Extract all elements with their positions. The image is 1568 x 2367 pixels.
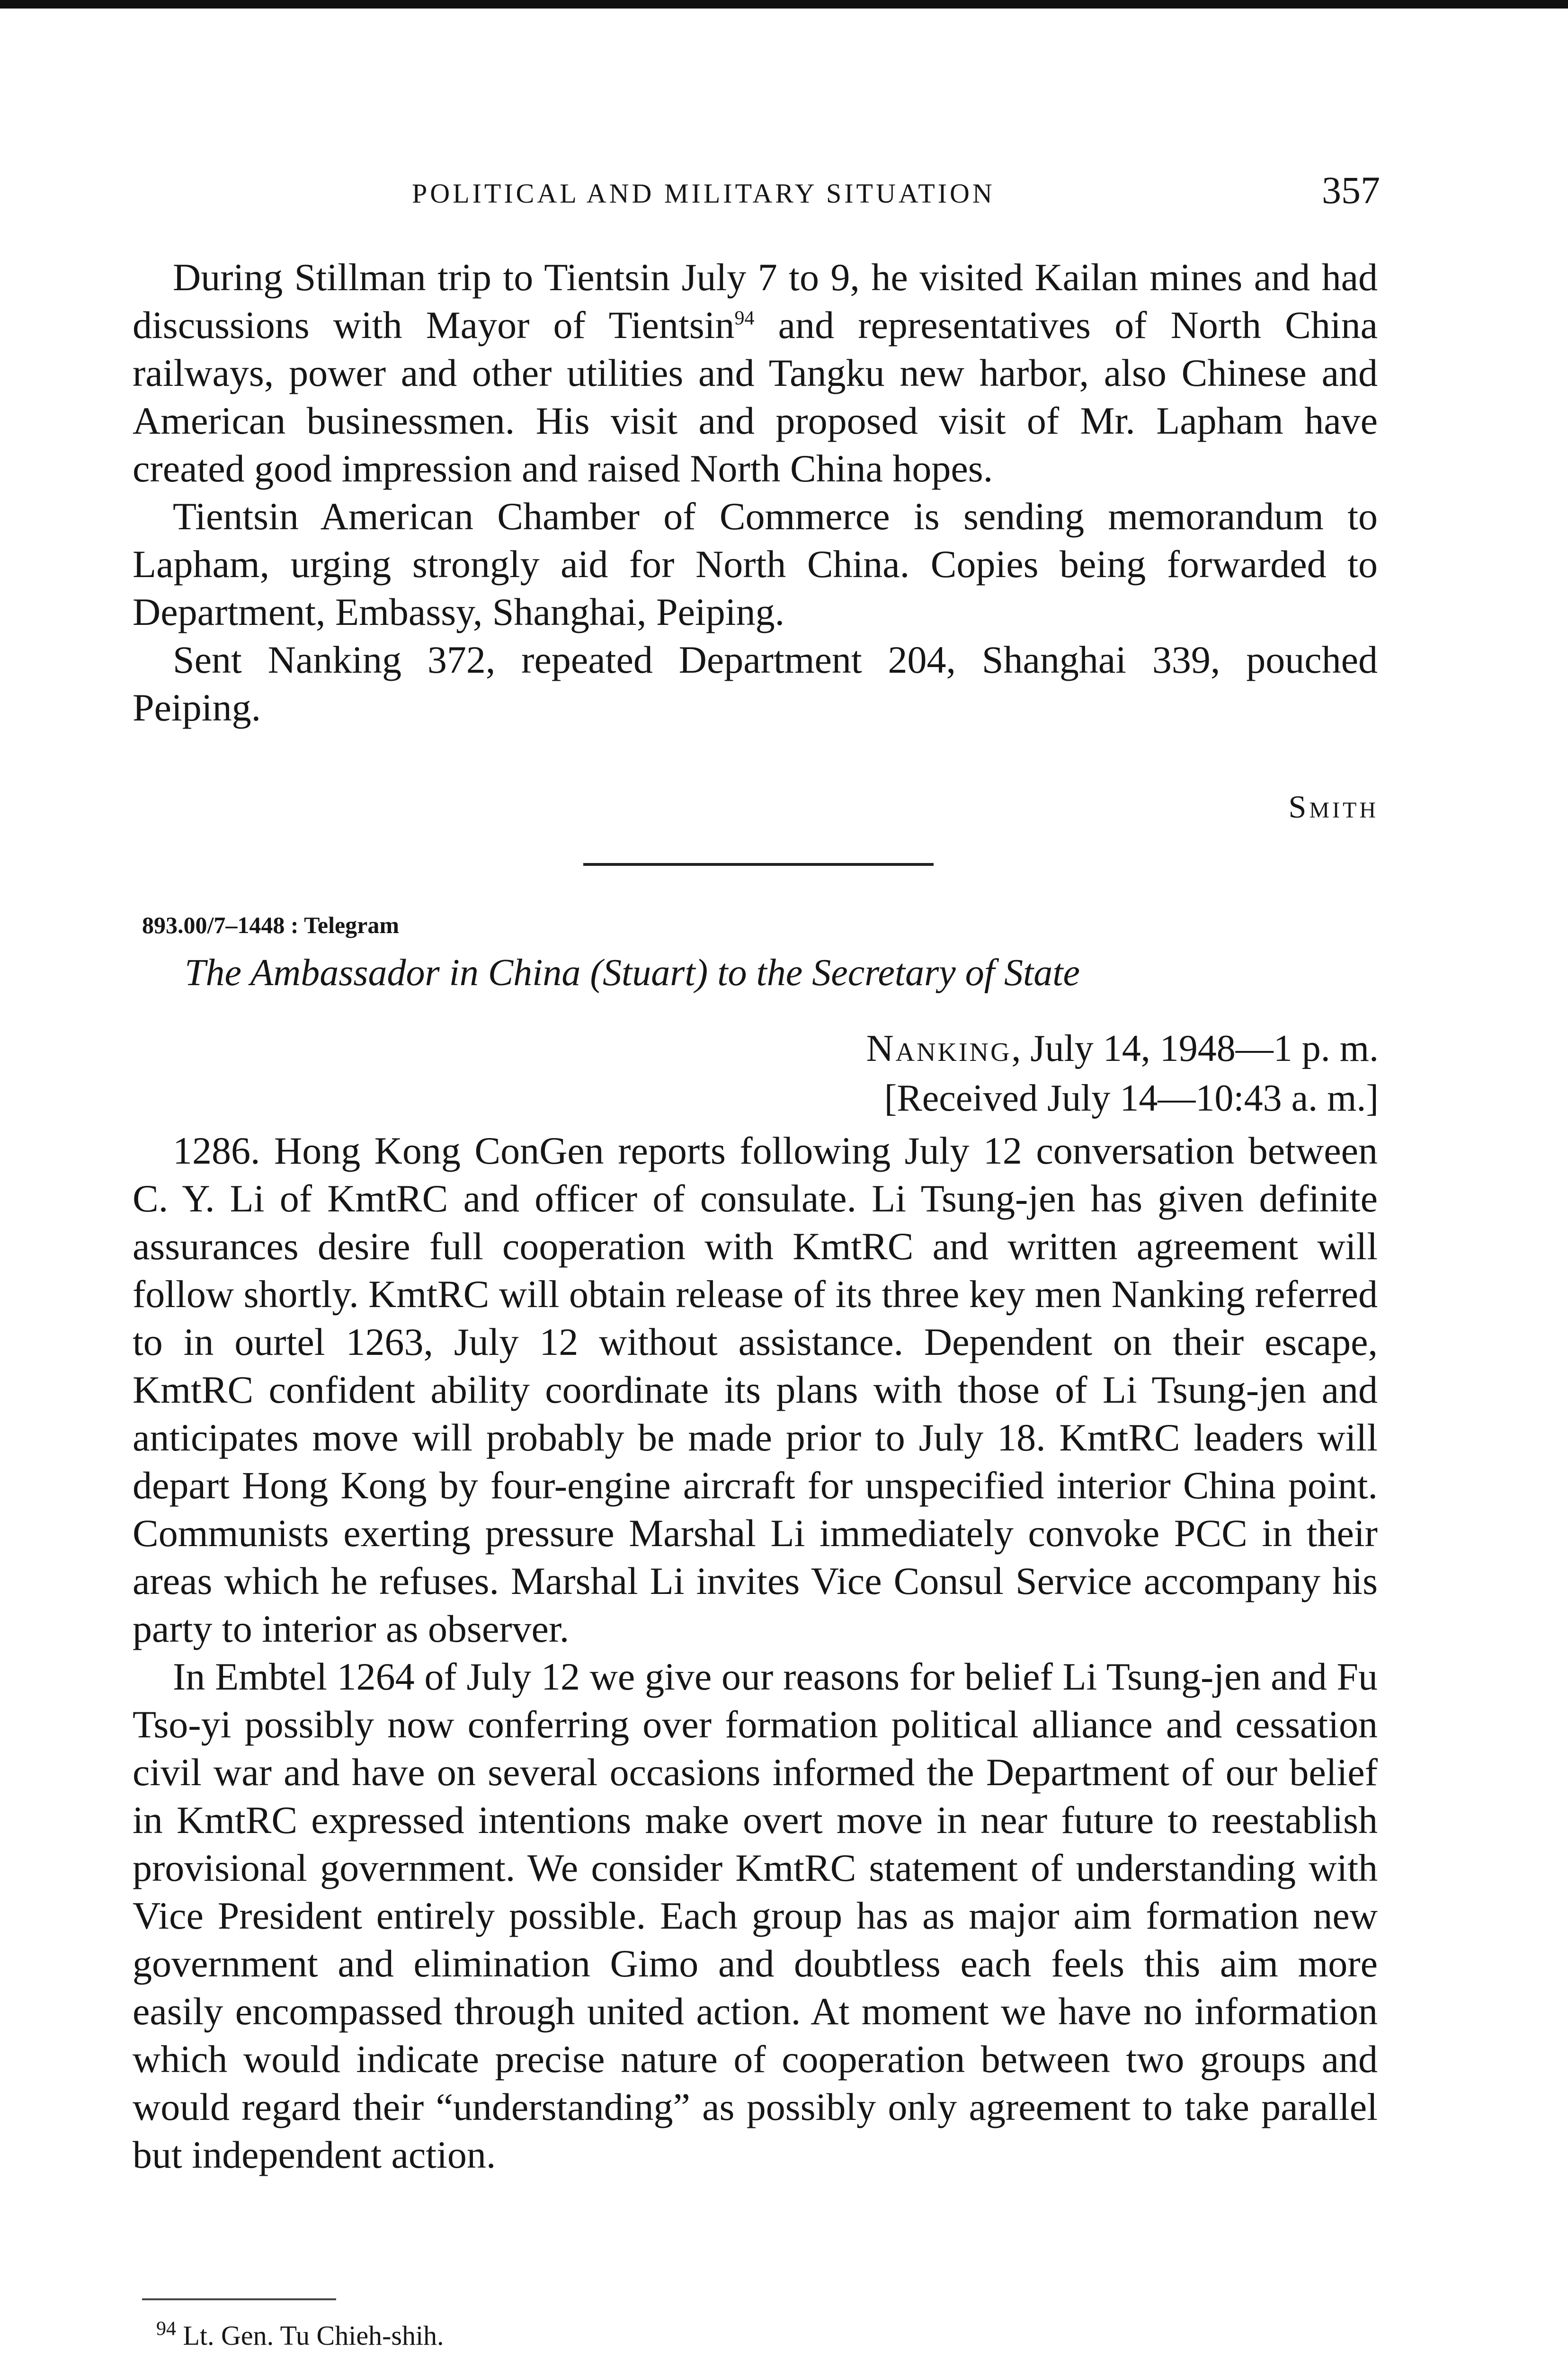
- signature: Smith: [1288, 789, 1379, 825]
- paragraph-text: During Stillman trip to Tientsin July 7 to 9, he visited Kailan mines and had discussions with Mayor of Tientsin: [133, 256, 1378, 347]
- footnote-marker: 94: [156, 2318, 176, 2340]
- paragraph: 1286. Hong Kong ConGen reports following July 12 conversation between C. Y. Li of KmtRC and officer of consulate. Li Tsung-jen has given definite assurances desire full cooperation with KmtRC and written agreement will follow shortly. KmtRC will obtain release of its three key men Nanking referred to in ourtel 1263, July 12 without assistance. Dependent on their escape, KmtRC confident ability coordinate its plans with those of Li Tsung-jen and anticipates move will probably be made prior to July 18. KmtRC leaders will depart Hong Kong by four-engine aircraft for unspecified interior China point. Communists exerting pressure Marshal Li immediately convoke PCC in their areas which he refuses. Marshal Li invites Vice Consul Service accompany his party to interior as observer.: [133, 1129, 1378, 1650]
- paragraph: In Embtel 1264 of July 12 we give our reasons for belief Li Tsung-jen and Fu Tso-yi possibly now conferring over formation political alliance and cessation civil war and have on several occasions informed the Department of our belief in KmtRC expressed intentions make overt move in near future to reestablish provisional government. We consider KmtRC statement of understanding with Vice President entirely possible. Each group has as major aim formation new government and elimination Gimo and doubtless each feels this aim more easily encompassed through united action. At moment we have no information which would indicate precise nature of cooperation between two groups and would regard their “understanding” as possibly only agreement to take parallel but independent action.: [133, 1655, 1378, 2176]
- page-number: 357: [1322, 169, 1380, 212]
- received-line: [Received July 14—10:43 a. m.]: [884, 1077, 1379, 1119]
- paragraph: [133, 253, 1378, 492]
- section-separator: [583, 863, 934, 866]
- telegram-body: [133, 1127, 1378, 2179]
- running-head: POLITICAL AND MILITARY SITUATION: [412, 178, 995, 209]
- footnote-text: Lt. Gen. Tu Chieh-shih.: [176, 2320, 444, 2351]
- footnote-rule: [142, 2298, 336, 2300]
- dateline: [866, 1027, 1379, 1070]
- top-edge-rule: [0, 0, 1568, 9]
- paragraph: Tientsin American Chamber of Commerce is sending memorandum to Lapham, urging strongly aid for North China. Copies being forwarded to Department, Embassy, Shanghai, Peiping.: [133, 495, 1378, 633]
- paragraph: Sent Nanking 372, repeated Department 204, Shanghai 339, pouched Peiping.: [133, 638, 1378, 729]
- footnote-reference: 94: [734, 307, 755, 329]
- document-title: The Ambassador in China (Stuart) to the Secretary of State: [185, 952, 1080, 994]
- continued-telegram-body: [133, 253, 1378, 731]
- dateline-date: , July 14, 1948—1 p. m.: [1011, 1028, 1379, 1069]
- paragraph-text: and representatives of North China railways, power and other utilities and Tangku new harbor, also Chinese and American businessmen. His visit and proposed visit of Mr. Lapham have created good impression and raised North China hopes.: [133, 303, 1378, 490]
- dateline-place: Nanking: [866, 1028, 1012, 1069]
- page-header: [142, 168, 1380, 220]
- file-reference: 893.00/7–1448 : Telegram: [142, 912, 400, 938]
- footnote: [156, 2320, 444, 2351]
